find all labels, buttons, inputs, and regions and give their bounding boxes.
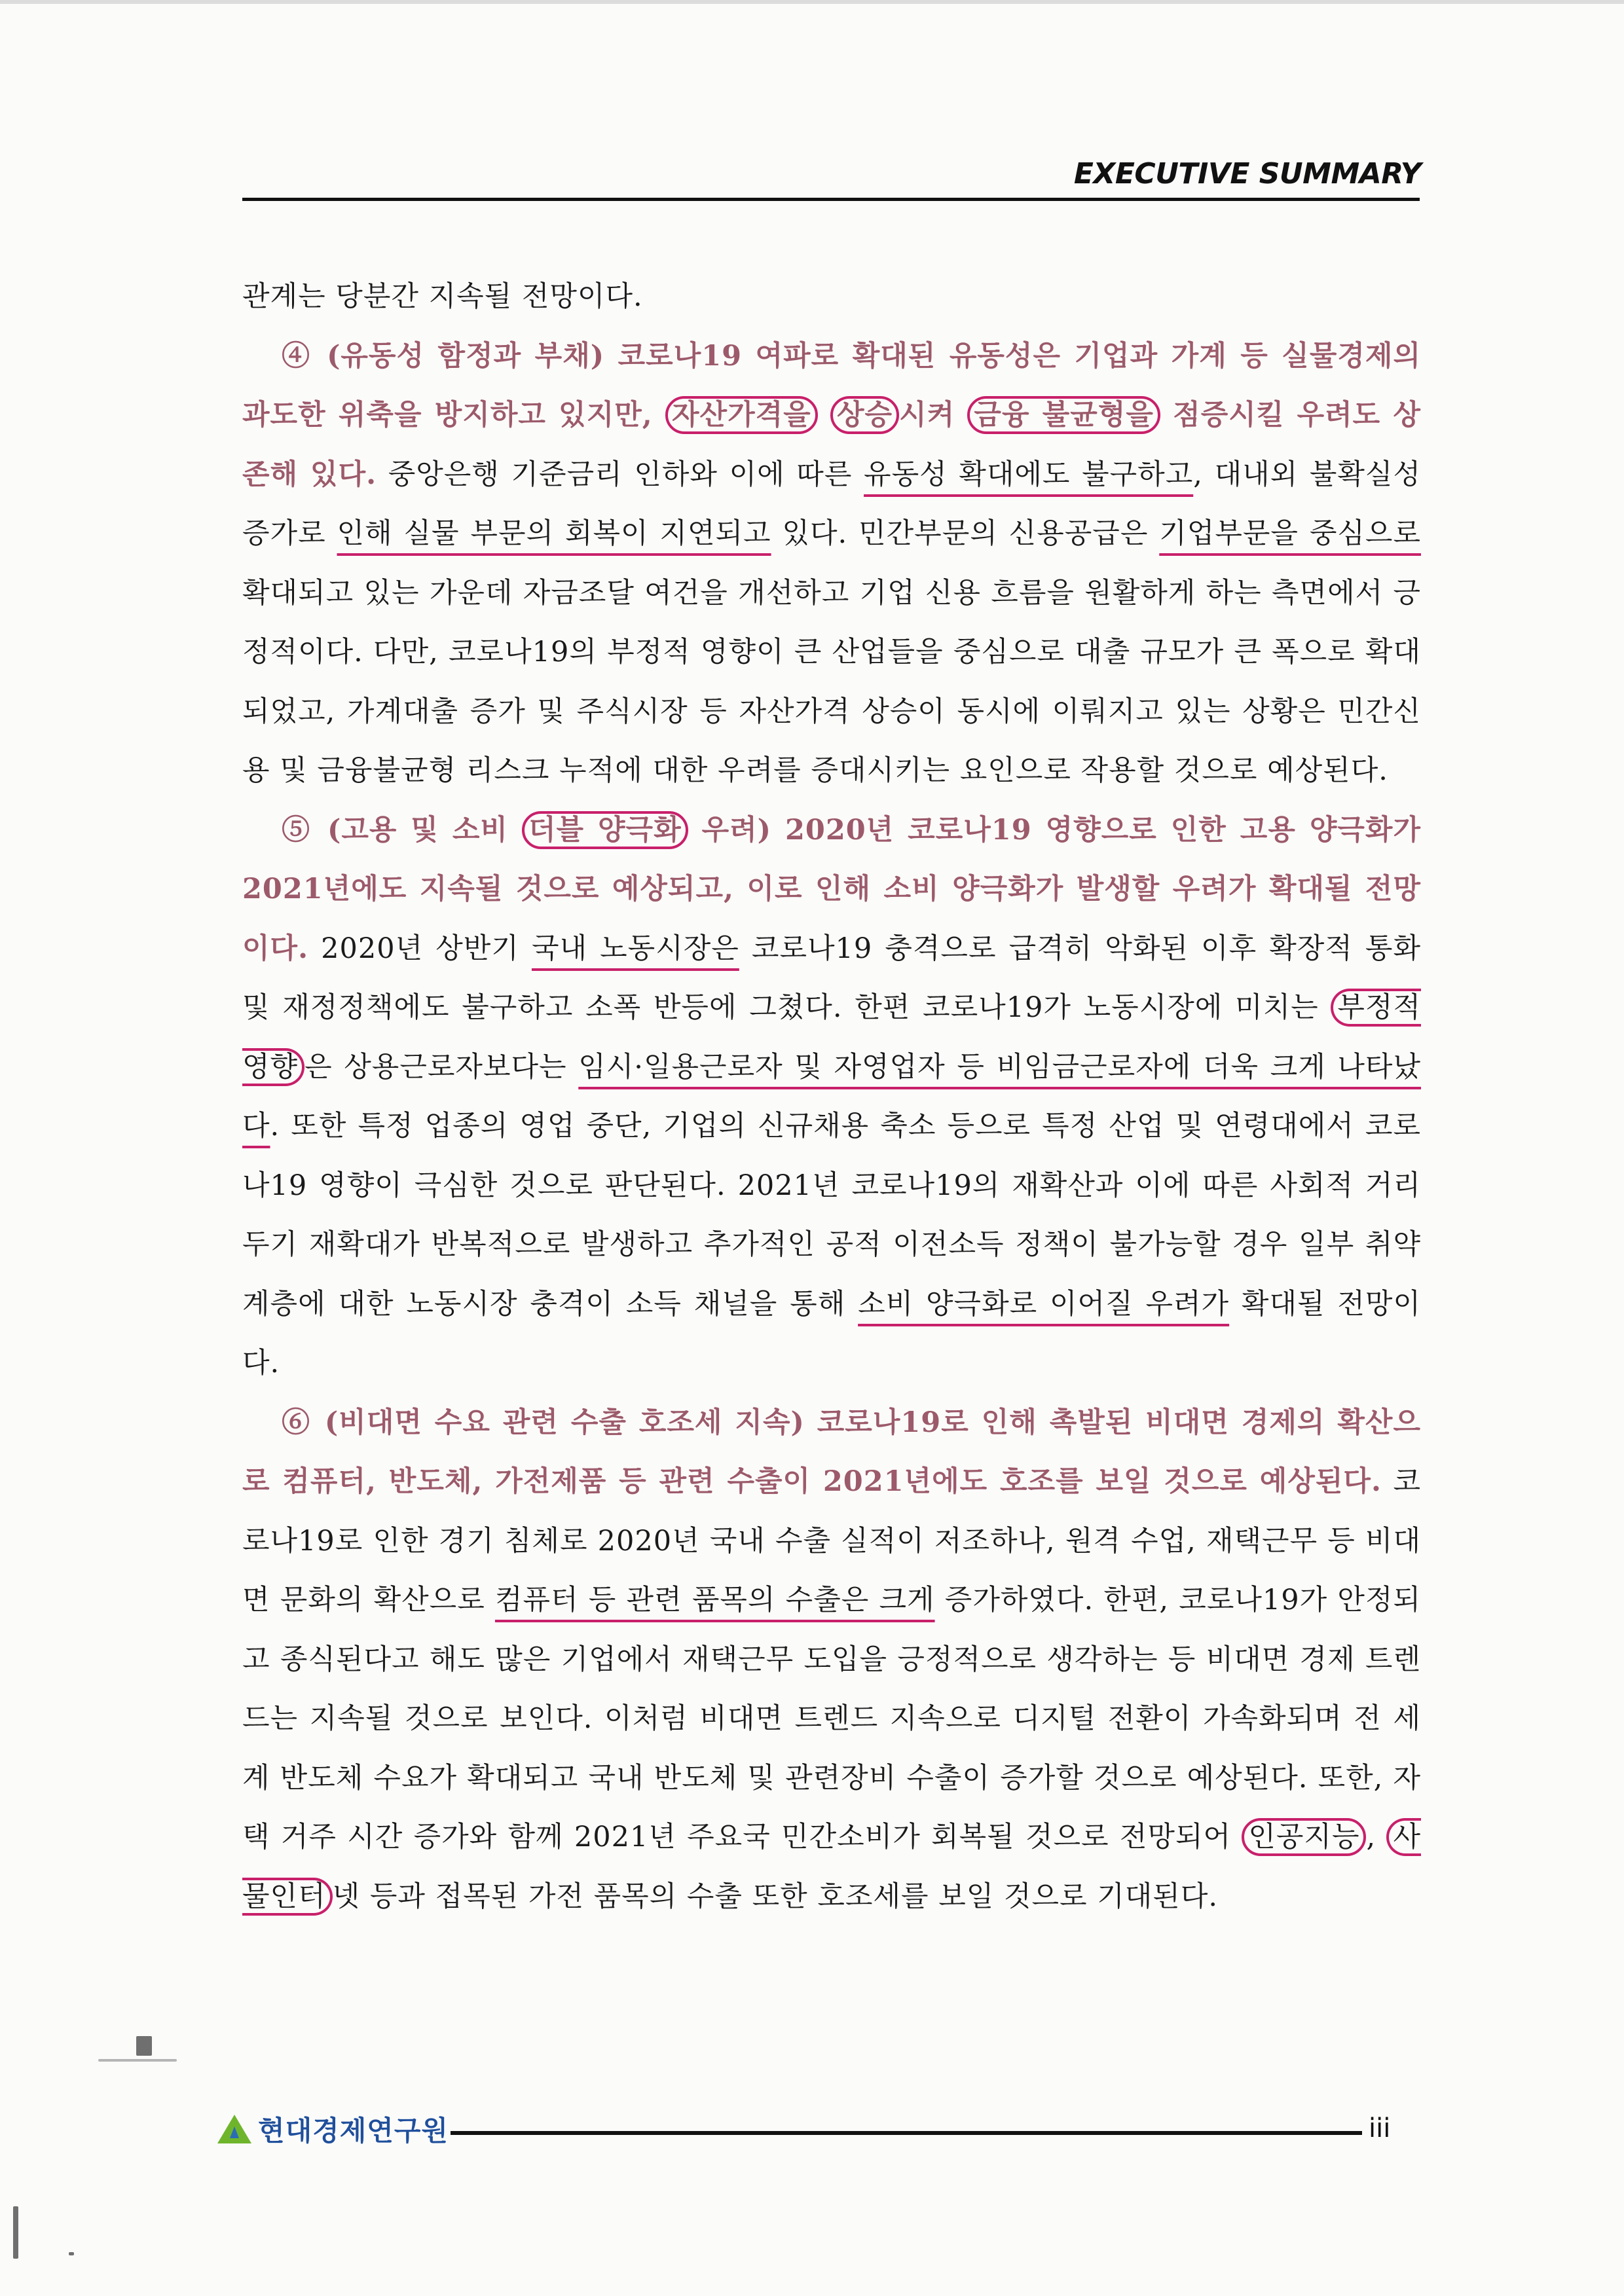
circled-phrase: 금융 불균형을 — [967, 396, 1160, 434]
text-run: 확대될 전망이다. — [242, 1287, 1421, 1379]
scan-speck — [136, 2036, 152, 2056]
circled-phrase: 우려) 2020년 코로나19 영향으로 인한 고용 양극화가 2021년에도 지속될 것으로 예상되고, 이로 인해 소비 양극화가 발생할 우려가 확대될 전망이다. — [242, 813, 1421, 965]
underlined-phrase: 유동성 확대에도 불구하고 — [864, 458, 1194, 491]
text-run: 은 상용근로자보다는 — [304, 1050, 579, 1084]
text-run: 확대되고 있는 가운데 자금조달 여건을 개선하고 기업 신용 흐름을 원활하게 하는 측면에서 긍정적이다. 다만, 코로나19의 부정적 영향이 큰 산업들을 중심으로 대출 규모가 큰 폭으로 확대되었고, 가계대출 증가 및 주식시장 등 자산가격 상승이 동시에 이뤄지고 있는 상황은 민간신용 및 금융불균형 리스크 누적에 대한 우려를 증대시키는 요인으로 작용할 것으로 예상된다. — [242, 576, 1421, 787]
circled-phrase: 인공지능 — [1242, 1818, 1366, 1856]
text-run: 관계는 당분간 지속될 전망이다. — [242, 280, 643, 313]
circled-phrase: 부정적 영향 — [242, 989, 1421, 1086]
underlined-phrase: 국내 노동시장은 — [531, 932, 739, 965]
circled-phrase: 자산가격을 — [665, 396, 818, 434]
scan-speck — [98, 2059, 177, 2062]
scan-edge-line — [0, 0, 1624, 4]
logo-triangle-icon — [217, 2115, 251, 2143]
text-run: 2020년 상반기 — [308, 932, 532, 965]
circled-phrase: 더블 양극화 — [522, 811, 688, 849]
paragraph-p1 — [242, 327, 1421, 801]
footer-logo — [217, 2109, 449, 2149]
underlined-phrase: 소비 양극화로 이어질 우려가 — [858, 1287, 1230, 1321]
circled-phrase: ⑥ (비대면 수요 관련 수출 호조세 지속) 코로나19로 인해 촉발된 비대면 경제의 확산으로 컴퓨터, 반도체, 가전제품 등 관련 수출이 2021년에도 호조를 보일 것으로 예상된다. — [242, 1406, 1421, 1498]
circled-phrase: ④ (유동성 함정과 부채) 코로나19 여파로 확대된 유동성은 기업과 가계 등 실물경제의 과도한 위축을 방지하고 있지만, — [242, 339, 1421, 431]
text-run: 넷 등과 접목된 가전 품목의 수출 또한 호조세를 보일 것으로 기대된다. — [332, 1880, 1219, 1913]
page-number: iii — [1369, 2113, 1391, 2143]
paragraph-p2 — [242, 801, 1421, 1393]
circled-phrase: 상승 — [830, 396, 899, 434]
text-run: 코로나19 충격으로 급격히 악화된 이후 확장적 통화 및 재정정책에도 불구하고 소폭 반등에 그쳤다. 한편 코로나19가 노동시장에 미치는 — [242, 932, 1421, 1024]
paragraph-p0 — [242, 267, 1421, 327]
text-run: . 또한 특정 업종의 영업 중단, 기업의 신규채용 축소 등으로 특정 산업 및 연령대에서 코로나19 영향이 극심한 것으로 판단된다. 2021년 코로나19의 재확산과 이에 따른 사회적 거리두기 재확대가 반복적으로 발생하고 추가적인 공적 이전소득 정책이 불가능할 경우 일부 취약계층에 대한 노동시장 충격이 소득 채널을 통해 — [242, 1110, 1421, 1321]
header-rule — [242, 198, 1420, 201]
text-run: , — [1366, 1821, 1387, 1853]
footer-rule — [451, 2131, 1362, 2135]
paragraph-p3 — [242, 1393, 1421, 1927]
circled-phrase: 시켜 — [899, 399, 968, 431]
scan-speck — [69, 2252, 74, 2255]
circled-phrase: ⑤ (고용 및 소비 — [282, 813, 522, 847]
text-run: 증가하였다. 한편, 코로나19가 안정되고 종식된다고 해도 많은 기업에서 재택근무 도입을 긍정적으로 생각하는 등 비대면 경제 트렌드는 지속될 것으로 보인다. 이처럼 비대면 트렌드 지속으로 디지털 전환이 가속화되며 전 세계 반도체 수요가 확대되고 국내 반도체 및 관련장비 수출이 증가할 것으로 예상된다. 또한, 자택 거주 시간 증가와 함께 2021년 주요국 민간소비가 회복될 것으로 전망되어 — [242, 1584, 1422, 1853]
circled-phrase: 점증시킬 우려도 상존해 있다. — [242, 399, 1421, 491]
underlined-phrase: 컴퓨터 등 관련 품목의 수출은 크게 — [494, 1584, 935, 1616]
text-run: 있다. 민간부문의 신용공급은 — [771, 517, 1160, 550]
header-title: EXECUTIVE SUMMARY — [1073, 157, 1421, 191]
underlined-phrase: 임시·일용근로자 및 자영업자 등 비임금근로자에 더욱 크게 나타났다 — [242, 1050, 1421, 1142]
circled-phrase — [818, 399, 830, 431]
underlined-phrase: 기업부문을 중심으로 — [1159, 517, 1421, 550]
text-run: 중앙은행 기준금리 인하와 이에 따른 — [377, 458, 864, 491]
text-run: 코로나19로 인한 경기 침체로 2020년 국내 수출 실적이 저조하나, 원격 수업, 재택근무 등 비대면 문화의 확산으로 — [242, 1465, 1421, 1616]
text-run: , 대내외 불확실성 증가로 — [242, 458, 1421, 550]
body-text — [242, 267, 1421, 1926]
underlined-phrase: 인해 실물 부문의 회복이 지연되고 — [337, 517, 771, 550]
org-name: 현대경제연구원 — [258, 2115, 449, 2147]
scan-speck — [13, 2206, 18, 2259]
circled-phrase: 사물인터 — [242, 1818, 1421, 1916]
